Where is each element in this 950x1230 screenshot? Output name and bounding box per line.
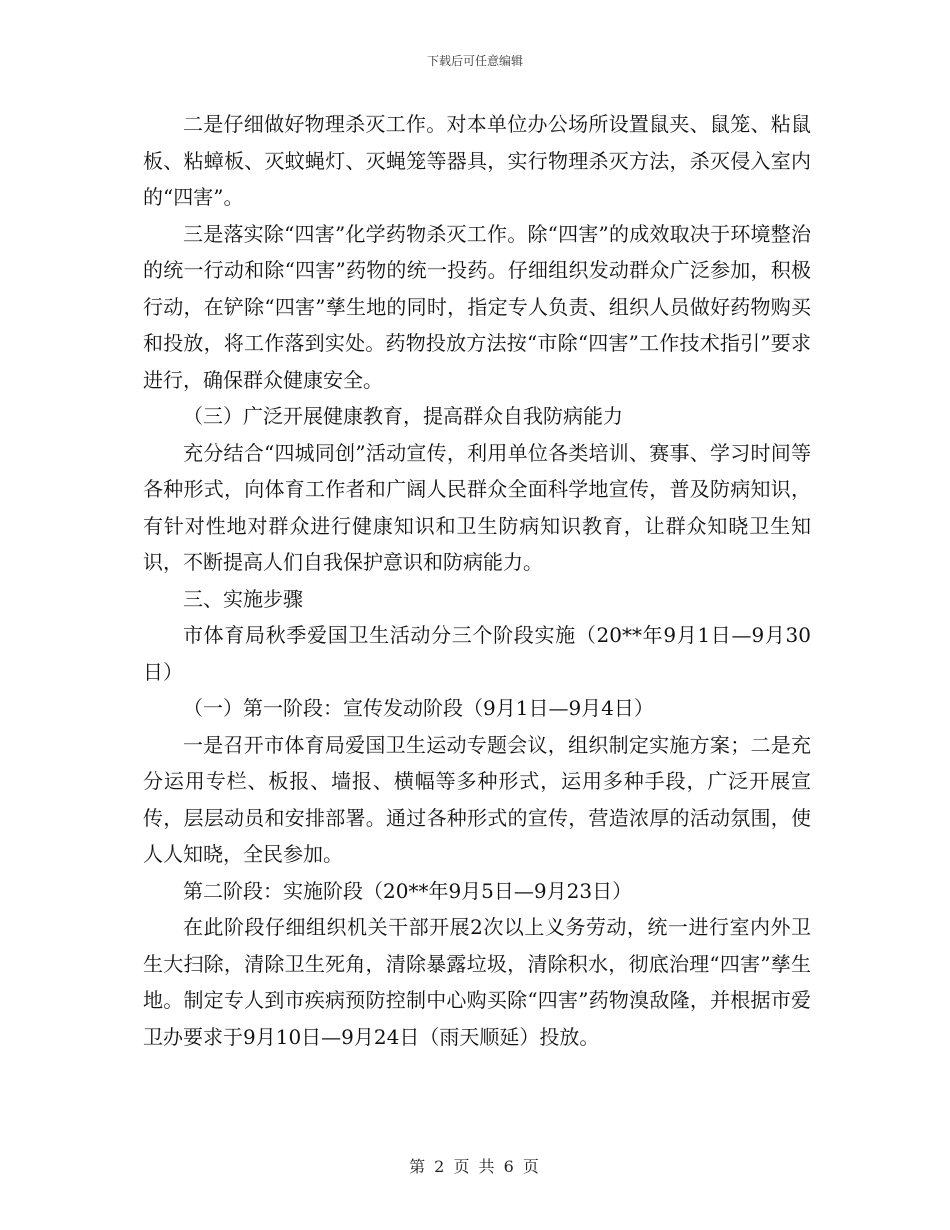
paragraph-health-education: 充分结合“四城同创”活动宣传，利用单位各类培训、赛事、学习时间等各种形式，向体育工作者和广阔人民群众全面科学地宣传，普及防病知识，有针对性地对群众进行健康知识和卫生防病知识教育，让群众知晓卫生知识，不断提高人们自我保护意识和防病能力。	[143, 440, 811, 574]
section-heading-stage-one: （一）第一阶段：宣传发动阶段（9月1日—9月4日）	[183, 696, 654, 720]
paragraph-implementation-overview: 市体育局秋季爱国卫生活动分三个阶段实施（20**年9月1日—9月30日）	[143, 623, 811, 684]
page-header: 下载后可任意编辑	[426, 54, 523, 68]
paragraph-physical-control: 二是仔细做好物理杀灭工作。对本单位办公场所设置鼠夹、鼠笼、粘鼠板、粘蟑板、灭蚊蝇灯、灭蝇笼等器具，实行物理杀灭方法，杀灭侵入室内的“四害”。	[143, 112, 811, 209]
section-heading-health-education: （三）广泛开展健康教育，提高群众自我防病能力	[183, 404, 623, 428]
page-footer: 第 2 页 共 6 页	[409, 1157, 541, 1176]
paragraph-stage-one: 一是召开市体育局爱国卫生运动专题会议，组织制定实施方案；二是充分运用专栏、板报、墙报、横幅等多种形式，运用多种手段，广泛开展宣传，层层动员和安排部署。通过各种形式的宣传，营造浓厚的活动氛围，使人人知晓，全民参加。	[143, 732, 811, 866]
section-heading-implementation-steps: 三、实施步骤	[183, 586, 303, 611]
paragraph-stage-two: 在此阶段仔细组织机关干部开展2次以上义务劳动，统一进行室内外卫生大扫除，清除卫生死角，清除暴露垃圾，清除积水，彻底治理“四害”孳生地。制定专人到市疾病预防控制中心购买除“四害”药物溴敌隆，并根据市爱卫办要求于9月10日—9月24日（雨天顺延）投放。	[143, 915, 811, 1049]
section-heading-stage-two: 第二阶段：实施阶段（20**年9月5日—9月23日）	[183, 878, 633, 903]
document-body	[143, 106, 811, 1055]
paragraph-chemical-control: 三是落实除“四害”化学药物杀灭工作。除“四害”的成效取决于环境整治的统一行动和除“四害”药物的统一投药。仔细组织发动群众广泛参加，积极行动，在铲除“四害”孳生地的同时，指定专人负责、组织人员做好药物购买和投放，将工作落到实处。药物投放方法按“市除“四害”工作技术指引”要求进行，确保群众健康安全。	[143, 221, 811, 392]
